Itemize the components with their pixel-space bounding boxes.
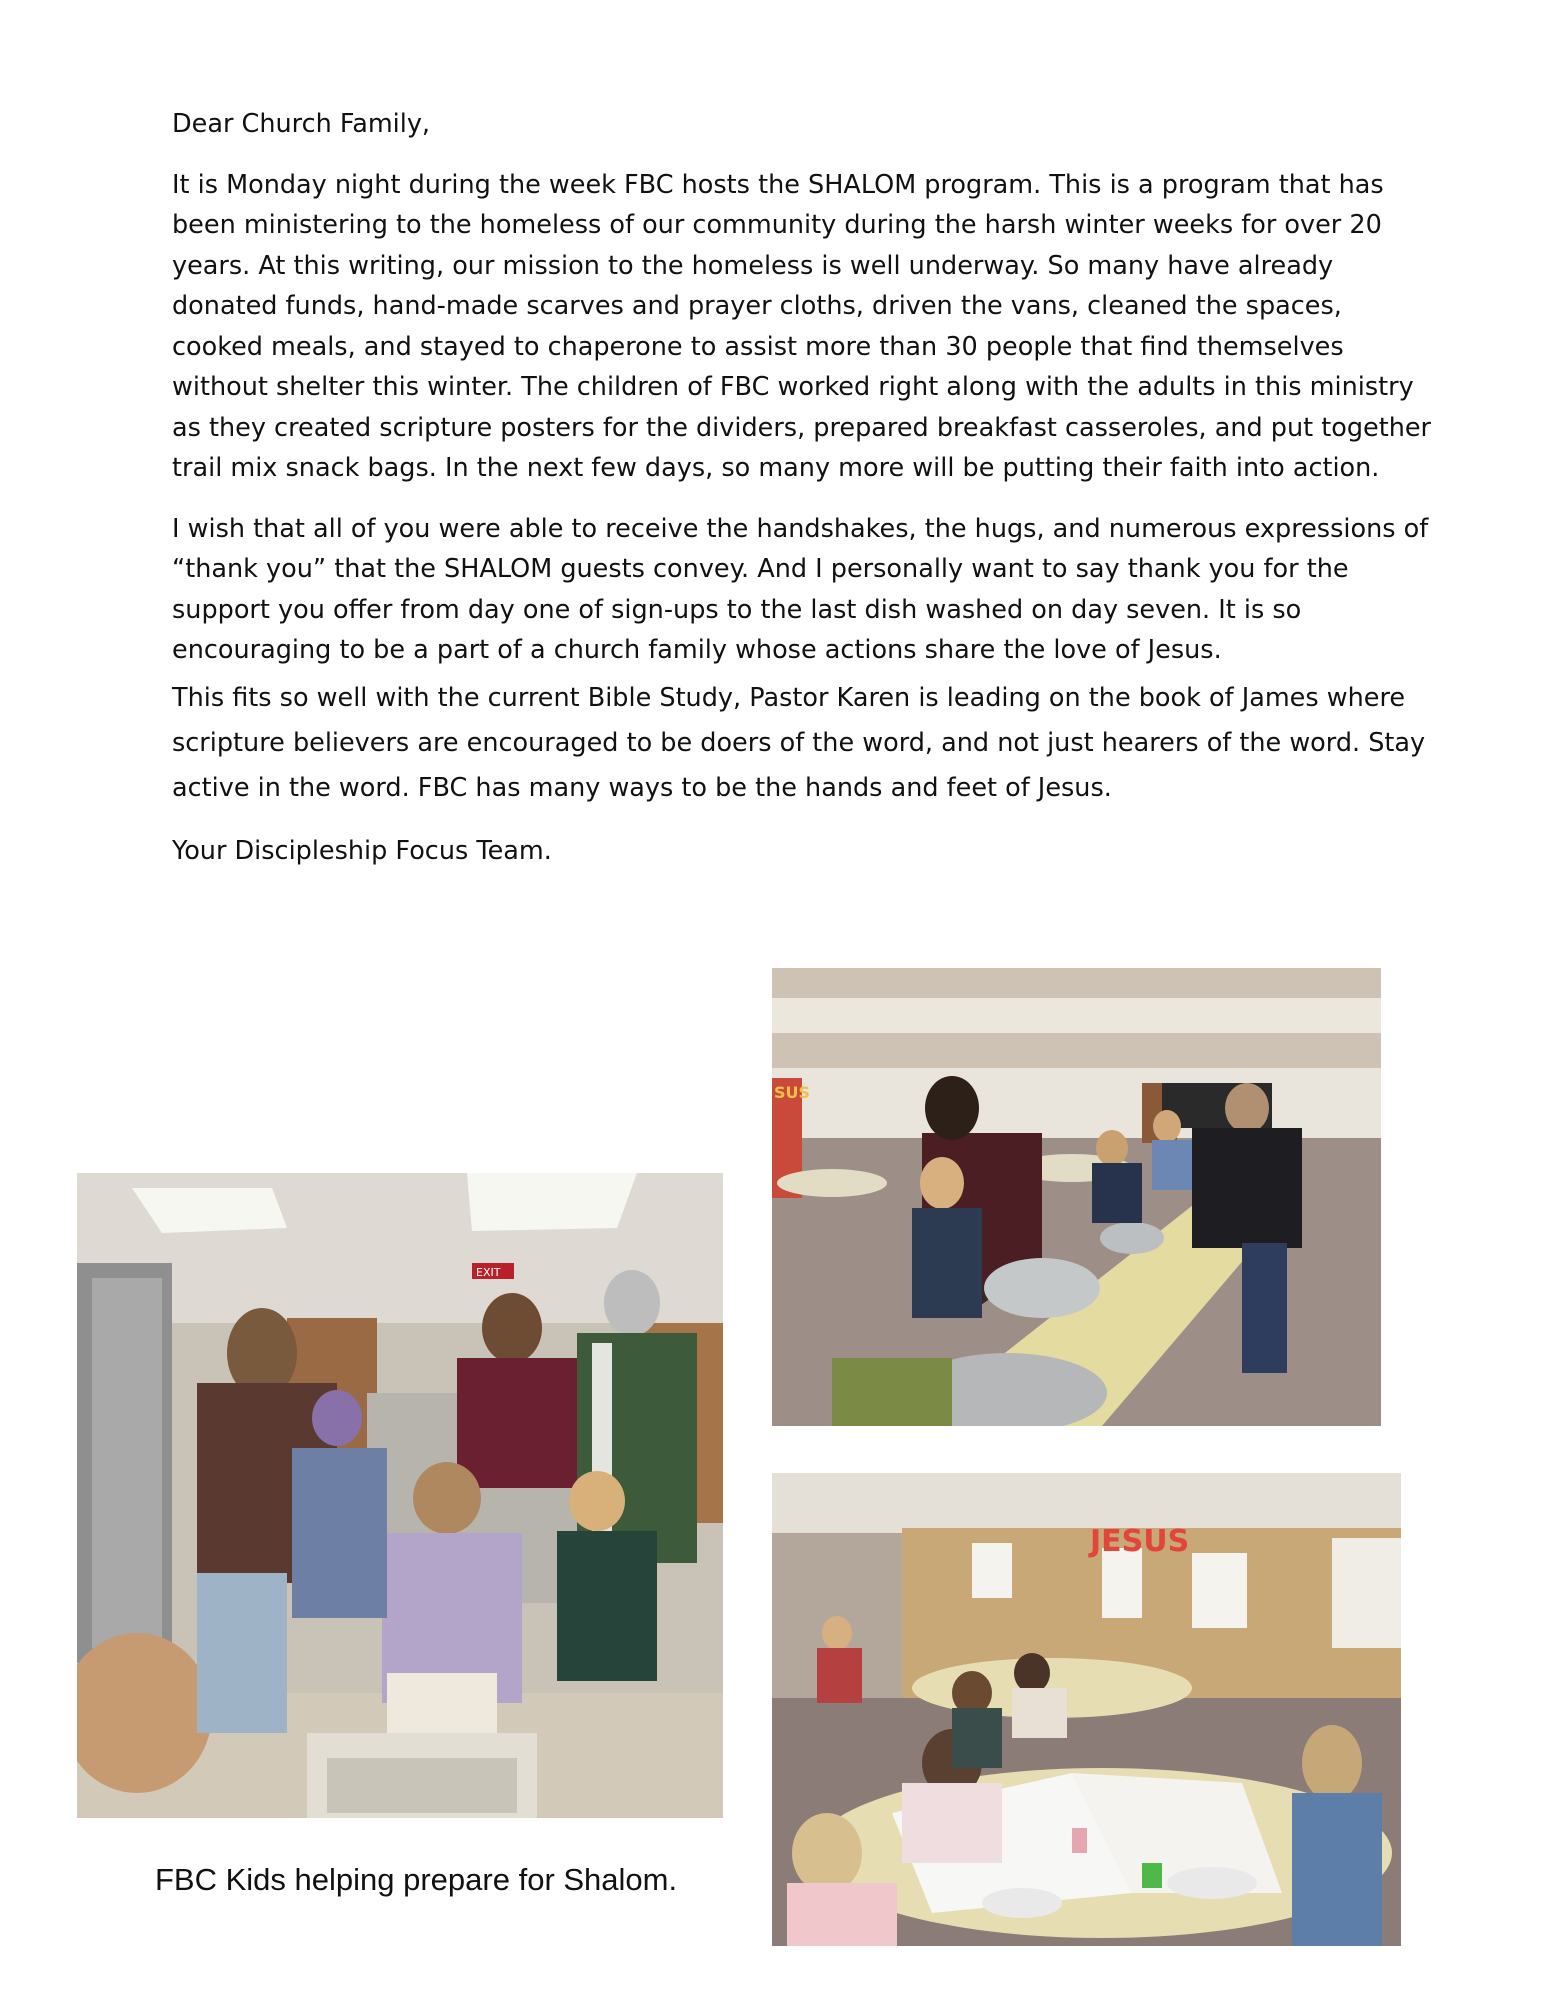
- photo-crafts-posters: [772, 1473, 1401, 1946]
- photo-kitchen-kids-cooking: [77, 1173, 723, 1818]
- letter-paragraph-1: It is Monday night during the week FBC hosts the SHALOM program. This is a program that has been ministering to the homeless of our community during the harsh winter weeks for over 20 years. At this writing, our mission to the homeless is well underway. So many have already donated funds, hand-made scarves and prayer cloths, driven the vans, cleaned the spaces, cooked meals, and stayed to chaperone to assist more than 30 people that find themselves without shelter this winter. The children of FBC worked right along with the adults in this ministry as they created scripture posters for the dividers, prepared breakfast casseroles, and put together trail mix snack bags. In the next few days, so many more will be putting their faith into action.: [172, 169, 1432, 483]
- photo-crafts-board-text: JESUS: [1090, 1524, 1190, 1559]
- photo-caption: FBC Kids helping prepare for Shalom.: [155, 1862, 678, 1897]
- photo-hall-board-text: SUS: [774, 1083, 811, 1102]
- letter-greeting: Dear Church Family,: [172, 109, 431, 139]
- photo-hall-illustration: [772, 968, 1381, 1426]
- letter-paragraph-3: This fits so well with the current Bible Study, Pastor Karen is leading on the book of James where scripture believers are encouraged to be doers of the word, and not just hearers of the word. Stay active in the word. FBC has many ways to be the hands and feet of Jesus.: [172, 682, 1426, 803]
- letter-body: [172, 104, 1432, 891]
- photo-kitchen-illustration: [77, 1173, 723, 1818]
- photo-kitchen-exit-sign: EXIT: [476, 1266, 501, 1279]
- photo-hall-trail-mix: [772, 968, 1381, 1426]
- photo-crafts-illustration: [772, 1473, 1401, 1946]
- letter-signature: Your Discipleship Focus Team.: [172, 835, 552, 866]
- letter-paragraph-2: I wish that all of you were able to receive the handshakes, the hugs, and numerous expressions of “thank you” that the SHALOM guests convey. And I personally want to say thank you for the support you offer from day one of sign-ups to the last dish washed on day seven. It is so encouraging to be a part of a church family whose actions share the love of Jesus.: [172, 513, 1429, 665]
